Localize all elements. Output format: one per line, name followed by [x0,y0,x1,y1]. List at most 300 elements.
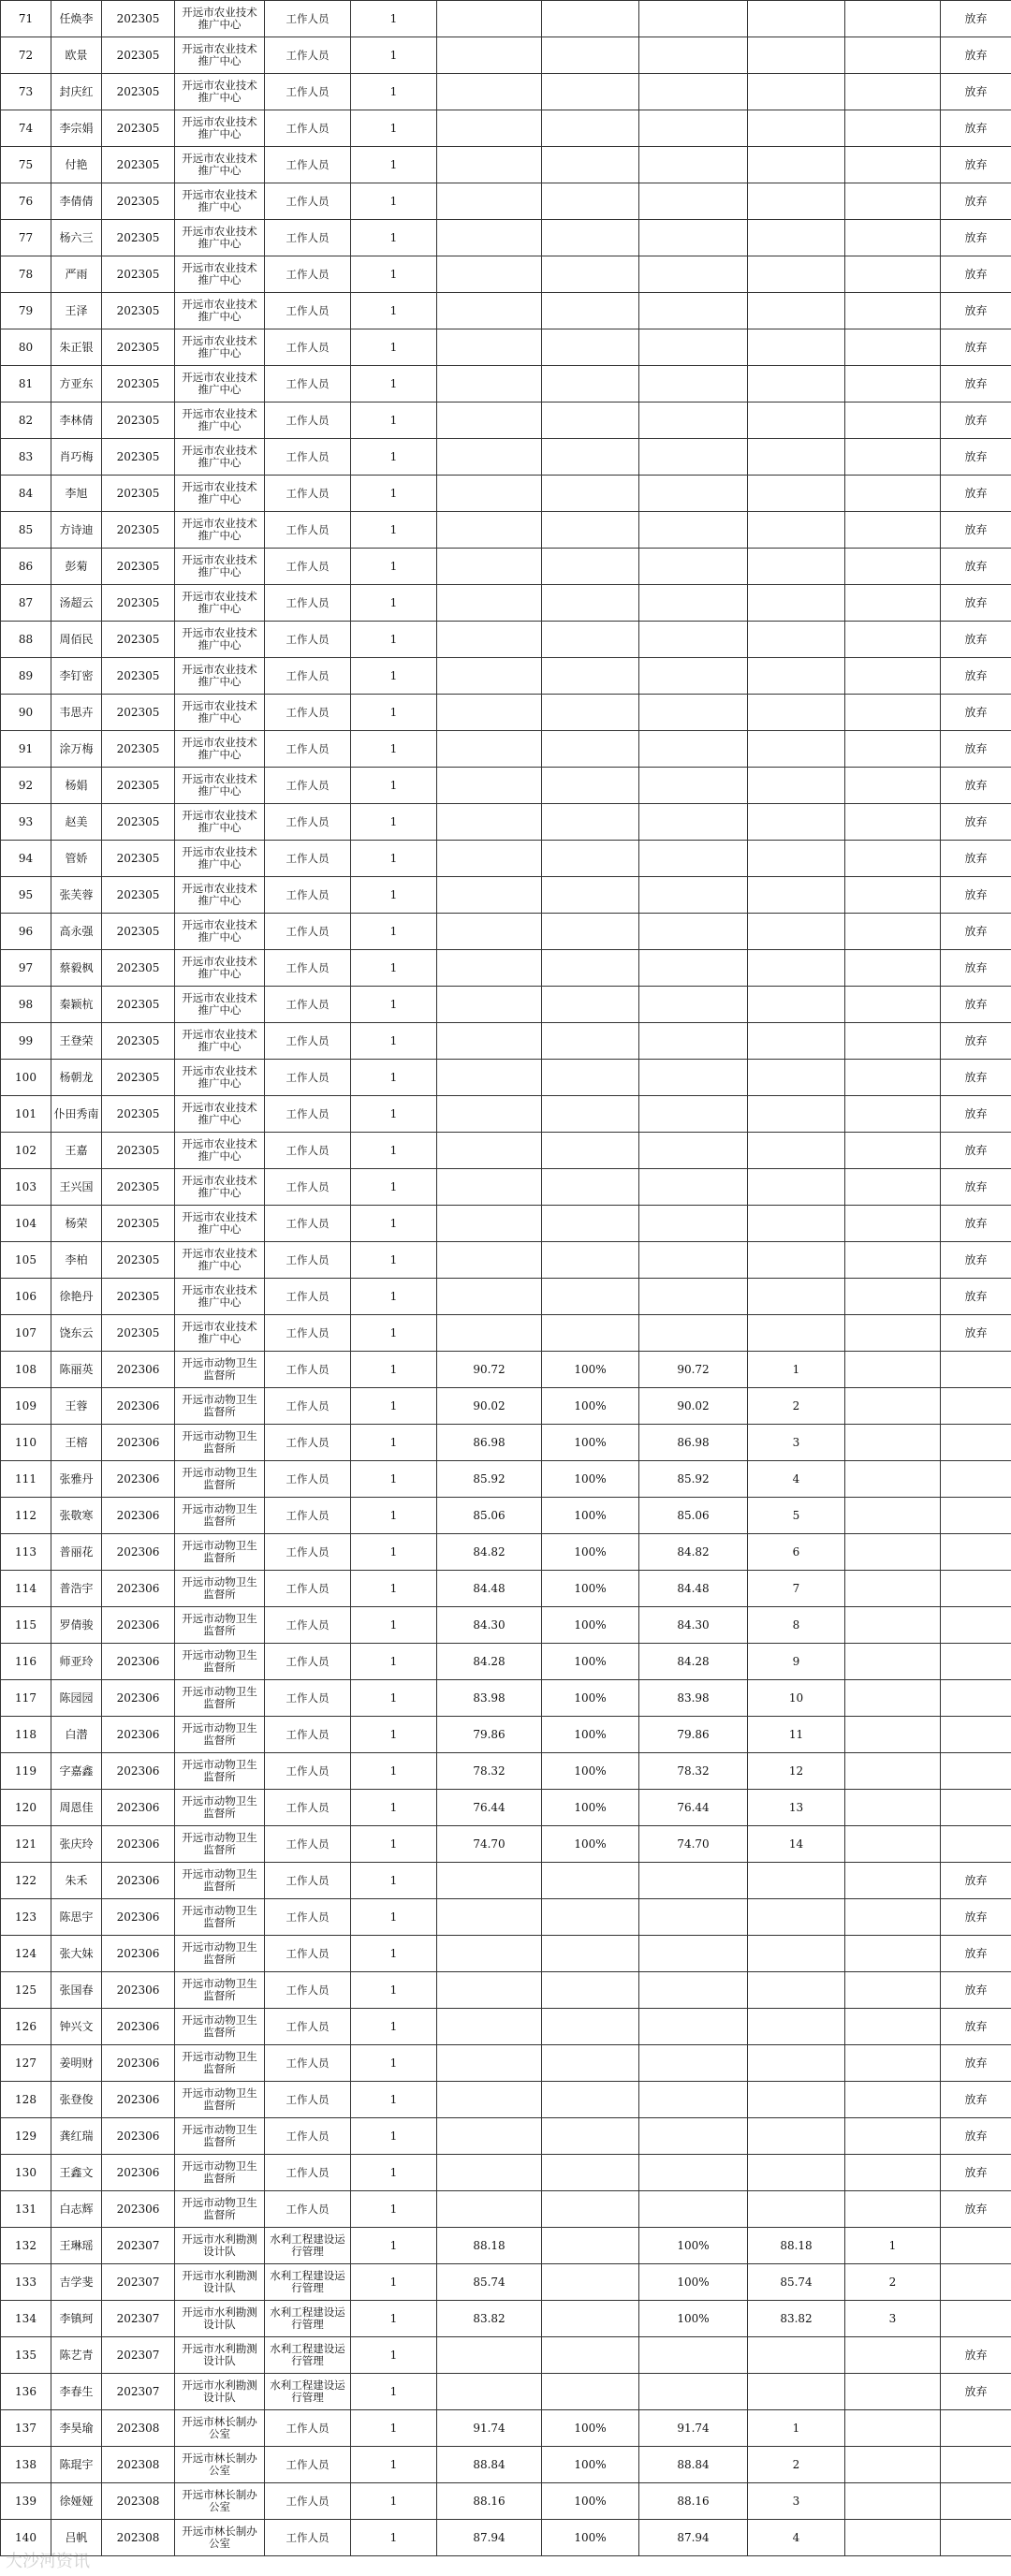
cell-interview-score [639,2374,748,2410]
cell-written-score [437,877,542,914]
cell-written-score [437,476,542,512]
cell-written-score: 85.06 [437,1498,542,1534]
cell-total-score: 88.18 [748,2228,845,2264]
cell-written-score: 90.02 [437,1388,542,1425]
table-row [1,1863,1011,1899]
cell-rank [845,2009,941,2045]
cell-post-code: 202305 [102,1023,175,1060]
cell-remark: 放弃 [941,1133,1011,1169]
table-row [1,1242,1011,1279]
cell-remark: 放弃 [941,2009,1011,2045]
cell-written-weight [542,1096,639,1133]
cell-post: 工作人员 [265,2082,351,2118]
cell-name: 仆田秀南 [51,1096,102,1133]
cell-unit: 开远市动物卫生监督所 [175,2009,265,2045]
cell-written-weight: 100% [542,2447,639,2483]
cell-remark: 放弃 [941,402,1011,439]
table-row [1,1972,1011,2009]
cell-written-weight [542,914,639,950]
cell-written-weight: 100% [542,1753,639,1790]
cell-unit: 开远市动物卫生监督所 [175,1425,265,1461]
cell-unit: 开远市农业技术推广中心 [175,147,265,183]
cell-total-score: 9 [748,1644,845,1680]
cell-unit: 开远市农业技术推广中心 [175,439,265,476]
cell-written-weight [542,549,639,585]
cell-remark [941,1571,1011,1607]
cell-post: 工作人员 [265,1023,351,1060]
cell-interview-score: 84.82 [639,1534,748,1571]
cell-unit: 开远市农业技术推广中心 [175,293,265,329]
cell-interview-score: 90.72 [639,1352,748,1388]
cell-hiring-count: 1 [351,1315,437,1352]
cell-unit: 开远市动物卫生监督所 [175,1790,265,1826]
cell-total-score [748,329,845,366]
table-row [1,585,1011,622]
cell-unit: 开远市农业技术推广中心 [175,1,265,37]
cell-post: 工作人员 [265,1571,351,1607]
cell-written-weight [542,512,639,549]
cell-seq: 116 [1,1644,51,1680]
cell-written-score: 87.94 [437,2520,542,2556]
cell-post-code: 202308 [102,2483,175,2520]
cell-post-code: 202305 [102,549,175,585]
cell-seq: 75 [1,147,51,183]
cell-interview-score [639,1863,748,1899]
cell-remark: 放弃 [941,841,1011,877]
cell-post: 工作人员 [265,1242,351,1279]
table-row [1,1206,1011,1242]
cell-remark: 放弃 [941,439,1011,476]
cell-unit: 开远市动物卫生监督所 [175,1972,265,2009]
cell-remark [941,1388,1011,1425]
cell-hiring-count: 1 [351,2520,437,2556]
cell-total-score [748,1863,845,1899]
cell-remark: 放弃 [941,2337,1011,2374]
cell-interview-score [639,950,748,987]
cell-name: 杨娟 [51,768,102,804]
cell-written-weight [542,2228,639,2264]
watermark: 大沙河资讯 [6,2552,90,2571]
cell-remark: 放弃 [941,2118,1011,2155]
cell-unit: 开远市农业技术推广中心 [175,220,265,256]
cell-seq: 71 [1,1,51,37]
cell-written-weight [542,1899,639,1936]
cell-name: 白潜 [51,1717,102,1753]
cell-seq: 107 [1,1315,51,1352]
cell-post-code: 202306 [102,2191,175,2228]
cell-remark: 放弃 [941,37,1011,74]
cell-rank [845,1169,941,1206]
cell-total-score: 6 [748,1534,845,1571]
cell-written-weight [542,110,639,147]
cell-post-code: 202308 [102,2410,175,2447]
table-row [1,1425,1011,1461]
table-row [1,2301,1011,2337]
cell-unit: 开远市动物卫生监督所 [175,1607,265,1644]
cell-name: 姜明财 [51,2045,102,2082]
cell-written-weight: 100% [542,2520,639,2556]
cell-remark: 放弃 [941,622,1011,658]
cell-unit: 开远市农业技术推广中心 [175,329,265,366]
cell-rank [845,37,941,74]
cell-remark: 放弃 [941,2045,1011,2082]
cell-name: 陈琨宇 [51,2447,102,2483]
cell-written-score [437,2155,542,2191]
cell-seq: 103 [1,1169,51,1206]
cell-interview-score [639,914,748,950]
cell-unit: 开远市农业技术推广中心 [175,1096,265,1133]
cell-rank [845,183,941,220]
cell-unit: 开远市林长制办公室 [175,2483,265,2520]
cell-post-code: 202305 [102,1133,175,1169]
cell-interview-score [639,841,748,877]
cell-post-code: 202306 [102,1863,175,1899]
cell-post: 工作人员 [265,2045,351,2082]
cell-seq: 82 [1,402,51,439]
cell-unit: 开远市农业技术推广中心 [175,1060,265,1096]
cell-seq: 81 [1,366,51,402]
cell-hiring-count: 1 [351,1899,437,1936]
cell-unit: 开远市水利勘测设计队 [175,2337,265,2374]
cell-written-weight [542,1133,639,1169]
cell-rank [845,1863,941,1899]
cell-hiring-count: 1 [351,74,437,110]
cell-total-score: 3 [748,1425,845,1461]
cell-interview-score: 88.16 [639,2483,748,2520]
cell-written-weight [542,877,639,914]
cell-post-code: 202305 [102,329,175,366]
cell-seq: 90 [1,695,51,731]
cell-post-code: 202305 [102,804,175,841]
cell-written-weight [542,841,639,877]
cell-post: 工作人员 [265,329,351,366]
cell-written-weight [542,1060,639,1096]
cell-seq: 127 [1,2045,51,2082]
cell-interview-score [639,2155,748,2191]
cell-written-weight [542,37,639,74]
cell-unit: 开远市农业技术推广中心 [175,110,265,147]
table-row [1,1388,1011,1425]
table-row [1,841,1011,877]
cell-written-weight [542,1023,639,1060]
cell-name: 蔡毅枫 [51,950,102,987]
cell-post: 工作人员 [265,1388,351,1425]
table-row [1,1169,1011,1206]
cell-post: 工作人员 [265,1607,351,1644]
cell-hiring-count: 1 [351,402,437,439]
cell-remark: 放弃 [941,1023,1011,1060]
cell-post: 工作人员 [265,1133,351,1169]
cell-written-score [437,1863,542,1899]
cell-name: 吕帆 [51,2520,102,2556]
cell-remark: 放弃 [941,476,1011,512]
cell-name: 张庆玲 [51,1826,102,1863]
table-row [1,1133,1011,1169]
cell-written-weight [542,1972,639,2009]
cell-remark [941,1680,1011,1717]
cell-hiring-count: 1 [351,1607,437,1644]
cell-remark: 放弃 [941,1169,1011,1206]
cell-total-score: 13 [748,1790,845,1826]
cell-seq: 124 [1,1936,51,1972]
cell-unit: 开远市农业技术推广中心 [175,695,265,731]
cell-post: 工作人员 [265,402,351,439]
cell-rank [845,476,941,512]
cell-interview-score: 91.74 [639,2410,748,2447]
cell-post-code: 202306 [102,1644,175,1680]
cell-post: 工作人员 [265,658,351,695]
cell-unit: 开远市农业技术推广中心 [175,1169,265,1206]
cell-hiring-count: 1 [351,1972,437,2009]
table-row [1,2483,1011,2520]
cell-total-score [748,2045,845,2082]
cell-post: 工作人员 [265,2118,351,2155]
cell-hiring-count: 1 [351,2228,437,2264]
cell-rank [845,256,941,293]
cell-written-score [437,402,542,439]
cell-total-score [748,695,845,731]
cell-written-weight: 100% [542,1644,639,1680]
cell-remark [941,1790,1011,1826]
table-row [1,2447,1011,2483]
cell-total-score [748,476,845,512]
cell-written-score [437,2374,542,2410]
cell-written-weight [542,2155,639,2191]
cell-written-score [437,1169,542,1206]
cell-remark: 放弃 [941,658,1011,695]
cell-seq: 99 [1,1023,51,1060]
cell-seq: 117 [1,1680,51,1717]
cell-written-score: 88.84 [437,2447,542,2483]
cell-rank [845,1534,941,1571]
cell-unit: 开远市农业技术推广中心 [175,1133,265,1169]
cell-unit: 开远市农业技术推广中心 [175,585,265,622]
cell-interview-score [639,37,748,74]
cell-seq: 74 [1,110,51,147]
cell-unit: 开远市动物卫生监督所 [175,1644,265,1680]
cell-remark [941,2520,1011,2556]
cell-name: 白志辉 [51,2191,102,2228]
cell-seq: 112 [1,1498,51,1534]
cell-post: 工作人员 [265,256,351,293]
cell-total-score [748,2009,845,2045]
cell-written-weight [542,2374,639,2410]
cell-unit: 开远市农业技术推广中心 [175,366,265,402]
cell-post-code: 202305 [102,74,175,110]
cell-total-score [748,512,845,549]
cell-seq: 133 [1,2264,51,2301]
cell-seq: 98 [1,987,51,1023]
cell-total-score [748,147,845,183]
cell-written-score [437,585,542,622]
cell-written-weight [542,658,639,695]
cell-interview-score: 100% [639,2228,748,2264]
cell-written-weight [542,402,639,439]
cell-post: 工作人员 [265,220,351,256]
cell-hiring-count: 1 [351,147,437,183]
table-row [1,1753,1011,1790]
cell-name: 张芙蓉 [51,877,102,914]
cell-interview-score [639,1972,748,2009]
cell-post-code: 202305 [102,877,175,914]
cell-interview-score [639,2009,748,2045]
cell-written-weight [542,1315,639,1352]
cell-written-weight [542,293,639,329]
cell-post: 工作人员 [265,914,351,950]
cell-total-score [748,1242,845,1279]
cell-seq: 126 [1,2009,51,2045]
cell-rank [845,2191,941,2228]
cell-post-code: 202308 [102,2520,175,2556]
cell-total-score [748,585,845,622]
cell-post: 工作人员 [265,2155,351,2191]
cell-written-weight [542,2082,639,2118]
cell-total-score [748,1936,845,1972]
cell-written-weight [542,2009,639,2045]
cell-written-score: 84.30 [437,1607,542,1644]
cell-post: 工作人员 [265,110,351,147]
cell-post: 工作人员 [265,1060,351,1096]
cell-written-score [437,37,542,74]
cell-post-code: 202305 [102,950,175,987]
cell-post: 工作人员 [265,987,351,1023]
cell-hiring-count: 1 [351,1133,437,1169]
cell-name: 王鑫文 [51,2155,102,2191]
cell-rank [845,439,941,476]
cell-seq: 83 [1,439,51,476]
table-row [1,476,1011,512]
cell-seq: 106 [1,1279,51,1315]
cell-post: 水利工程建设运行管理 [265,2374,351,2410]
cell-remark: 放弃 [941,2082,1011,2118]
cell-post-code: 202305 [102,110,175,147]
cell-unit: 开远市动物卫生监督所 [175,2082,265,2118]
cell-written-weight [542,476,639,512]
table-row [1,2118,1011,2155]
cell-seq: 118 [1,1717,51,1753]
cell-unit: 开远市农业技术推广中心 [175,841,265,877]
table-row [1,439,1011,476]
cell-name: 陈园园 [51,1680,102,1717]
cell-written-score [437,987,542,1023]
cell-name: 李镇珂 [51,2301,102,2337]
cell-written-weight [542,987,639,1023]
cell-interview-score: 87.94 [639,2520,748,2556]
cell-unit: 开远市农业技术推广中心 [175,804,265,841]
cell-hiring-count: 1 [351,220,437,256]
cell-post-code: 202306 [102,2155,175,2191]
cell-seq: 129 [1,2118,51,2155]
cell-total-score: 5 [748,1498,845,1534]
cell-name: 张登俊 [51,2082,102,2118]
cell-post: 工作人员 [265,549,351,585]
cell-name: 龚红瑞 [51,2118,102,2155]
cell-rank [845,220,941,256]
cell-written-score: 76.44 [437,1790,542,1826]
cell-post: 工作人员 [265,950,351,987]
cell-rank: 2 [845,2264,941,2301]
table-row [1,2009,1011,2045]
cell-remark: 放弃 [941,1936,1011,1972]
cell-rank [845,1972,941,2009]
cell-name: 欧景 [51,37,102,74]
cell-hiring-count: 1 [351,731,437,768]
cell-seq: 108 [1,1352,51,1388]
cell-post: 工作人员 [265,1717,351,1753]
cell-rank [845,2447,941,2483]
cell-interview-score: 76.44 [639,1790,748,1826]
table-row [1,695,1011,731]
cell-rank [845,1,941,37]
cell-written-score: 85.74 [437,2264,542,2301]
table-row [1,293,1011,329]
cell-post: 工作人员 [265,2009,351,2045]
cell-total-score [748,402,845,439]
cell-written-weight [542,329,639,366]
cell-rank [845,768,941,804]
cell-post-code: 202305 [102,220,175,256]
cell-unit: 开远市农业技术推广中心 [175,37,265,74]
cell-written-weight [542,74,639,110]
cell-seq: 115 [1,1607,51,1644]
cell-post-code: 202305 [102,987,175,1023]
cell-interview-score: 74.70 [639,1826,748,1863]
cell-unit: 开远市农业技术推广中心 [175,731,265,768]
cell-rank [845,1607,941,1644]
cell-remark [941,1644,1011,1680]
cell-total-score: 8 [748,1607,845,1644]
cell-rank [845,1206,941,1242]
cell-written-score [437,2118,542,2155]
cell-seq: 78 [1,256,51,293]
cell-post-code: 202305 [102,731,175,768]
cell-written-weight [542,695,639,731]
cell-hiring-count: 1 [351,110,437,147]
cell-rank [845,622,941,658]
cell-post: 工作人员 [265,1863,351,1899]
cell-seq: 102 [1,1133,51,1169]
cell-post: 工作人员 [265,841,351,877]
cell-written-score [437,183,542,220]
cell-unit: 开远市水利勘测设计队 [175,2228,265,2264]
cell-total-score [748,768,845,804]
cell-total-score [748,950,845,987]
table-row [1,987,1011,1023]
cell-seq: 95 [1,877,51,914]
cell-remark [941,2301,1011,2337]
cell-hiring-count: 1 [351,37,437,74]
cell-interview-score [639,110,748,147]
cell-rank [845,1571,941,1607]
cell-interview-score [639,2191,748,2228]
cell-rank [845,110,941,147]
cell-written-weight: 100% [542,1352,639,1388]
cell-written-score [437,2009,542,2045]
cell-remark: 放弃 [941,2191,1011,2228]
cell-unit: 开远市农业技术推广中心 [175,549,265,585]
cell-interview-score [639,1242,748,1279]
cell-hiring-count: 1 [351,2447,437,2483]
cell-remark: 放弃 [941,731,1011,768]
cell-name: 李昊瑜 [51,2410,102,2447]
cell-written-score: 83.82 [437,2301,542,2337]
cell-post-code: 202308 [102,2447,175,2483]
cell-remark: 放弃 [941,1899,1011,1936]
cell-post: 水利工程建设运行管理 [265,2264,351,2301]
cell-unit: 开远市农业技术推广中心 [175,476,265,512]
cell-written-weight: 100% [542,1680,639,1717]
cell-interview-score [639,658,748,695]
